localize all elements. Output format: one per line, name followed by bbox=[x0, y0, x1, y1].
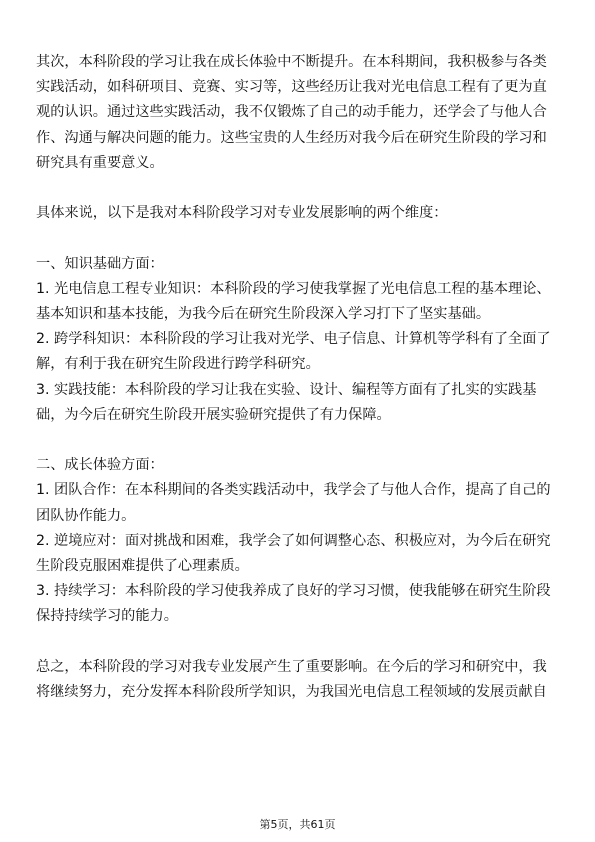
text-line: 具体来说，以下是我对本科阶段学习对专业发展影响的两个维度： bbox=[36, 205, 448, 222]
text-line: 研究具有重要意义。 bbox=[36, 154, 164, 171]
list-item-line: 3. 实践技能：本科阶段的学习让我在实验、设计、编程等方面有了扎实的实践基 bbox=[36, 381, 537, 398]
paragraph-gap bbox=[36, 428, 563, 453]
paragraph-gap bbox=[36, 176, 563, 201]
section-knowledge-foundation bbox=[36, 252, 563, 428]
text-line: 作、沟通与解决问题的能力。这些宝贵的人生经历对我今后在研究生阶段的学习和 bbox=[36, 129, 547, 146]
paragraph-intro-dimensions bbox=[36, 201, 563, 226]
text-line: 其次，本科阶段的学习让我在成长体验中不断提升。在本科期间，我积极参与各类 bbox=[36, 54, 547, 70]
paragraph-gap bbox=[36, 630, 563, 655]
list-item-line: 保持持续学习的能力。 bbox=[36, 608, 178, 625]
text-line: 观的认识。通过这些实践活动，我不仅锻炼了自己的动手能力，还学会了与他人合 bbox=[36, 104, 547, 121]
list-item-line: 生阶段克服困难提供了心理素质。 bbox=[36, 558, 249, 575]
paragraph-conclusion bbox=[36, 655, 563, 705]
section-heading: 一、知识基础方面： bbox=[36, 255, 164, 272]
paragraph-growth-experience bbox=[36, 50, 563, 176]
list-item-line: 3. 持续学习：本科阶段的学习使我养成了良好的学习习惯，使我能够在研究生阶段 bbox=[36, 583, 551, 600]
page-number-footer: 第5页，共61页 bbox=[259, 818, 336, 831]
list-item-line: 2. 逆境应对：面对挑战和困难，我学会了如何调整心态、积极应对，为今后在研究 bbox=[36, 532, 551, 549]
section-growth-experience bbox=[36, 453, 563, 629]
paragraph-gap bbox=[36, 226, 563, 251]
list-item-line: 础，为今后在研究生阶段开展实验研究提供了有力保障。 bbox=[36, 406, 391, 423]
list-item-line: 1. 光电信息工程专业知识：本科阶段的学习使我掌握了光电信息工程的基本理论、 bbox=[36, 280, 551, 297]
text-line: 实践活动，如科研项目、竞赛、实习等，这些经历让我对光电信息工程有了更为直 bbox=[36, 79, 547, 96]
list-item-line: 基本知识和基本技能，为我今后在研究生阶段深入学习打下了坚实基础。 bbox=[36, 306, 491, 322]
page-content bbox=[36, 50, 563, 705]
list-item-line: 解，有利于我在研究生阶段进行跨学科研究。 bbox=[36, 356, 320, 373]
list-item-line: 1. 团队合作：在本科期间的各类实践活动中，我学会了与他人合作，提高了自己的 bbox=[36, 482, 551, 499]
text-line: 将继续努力，充分发挥本科阶段所学知识，为我国光电信息工程领域的发展贡献自 bbox=[36, 684, 547, 701]
section-heading: 二、成长体验方面： bbox=[36, 457, 164, 474]
text-line: 总之，本科阶段的学习对我专业发展产生了重要影响。在今后的学习和研究中，我 bbox=[36, 658, 547, 675]
list-item-line: 2. 跨学科知识：本科阶段的学习让我对光学、电子信息、计算机等学科有了全面了 bbox=[36, 331, 551, 348]
list-item-line: 团队协作能力。 bbox=[36, 507, 136, 524]
